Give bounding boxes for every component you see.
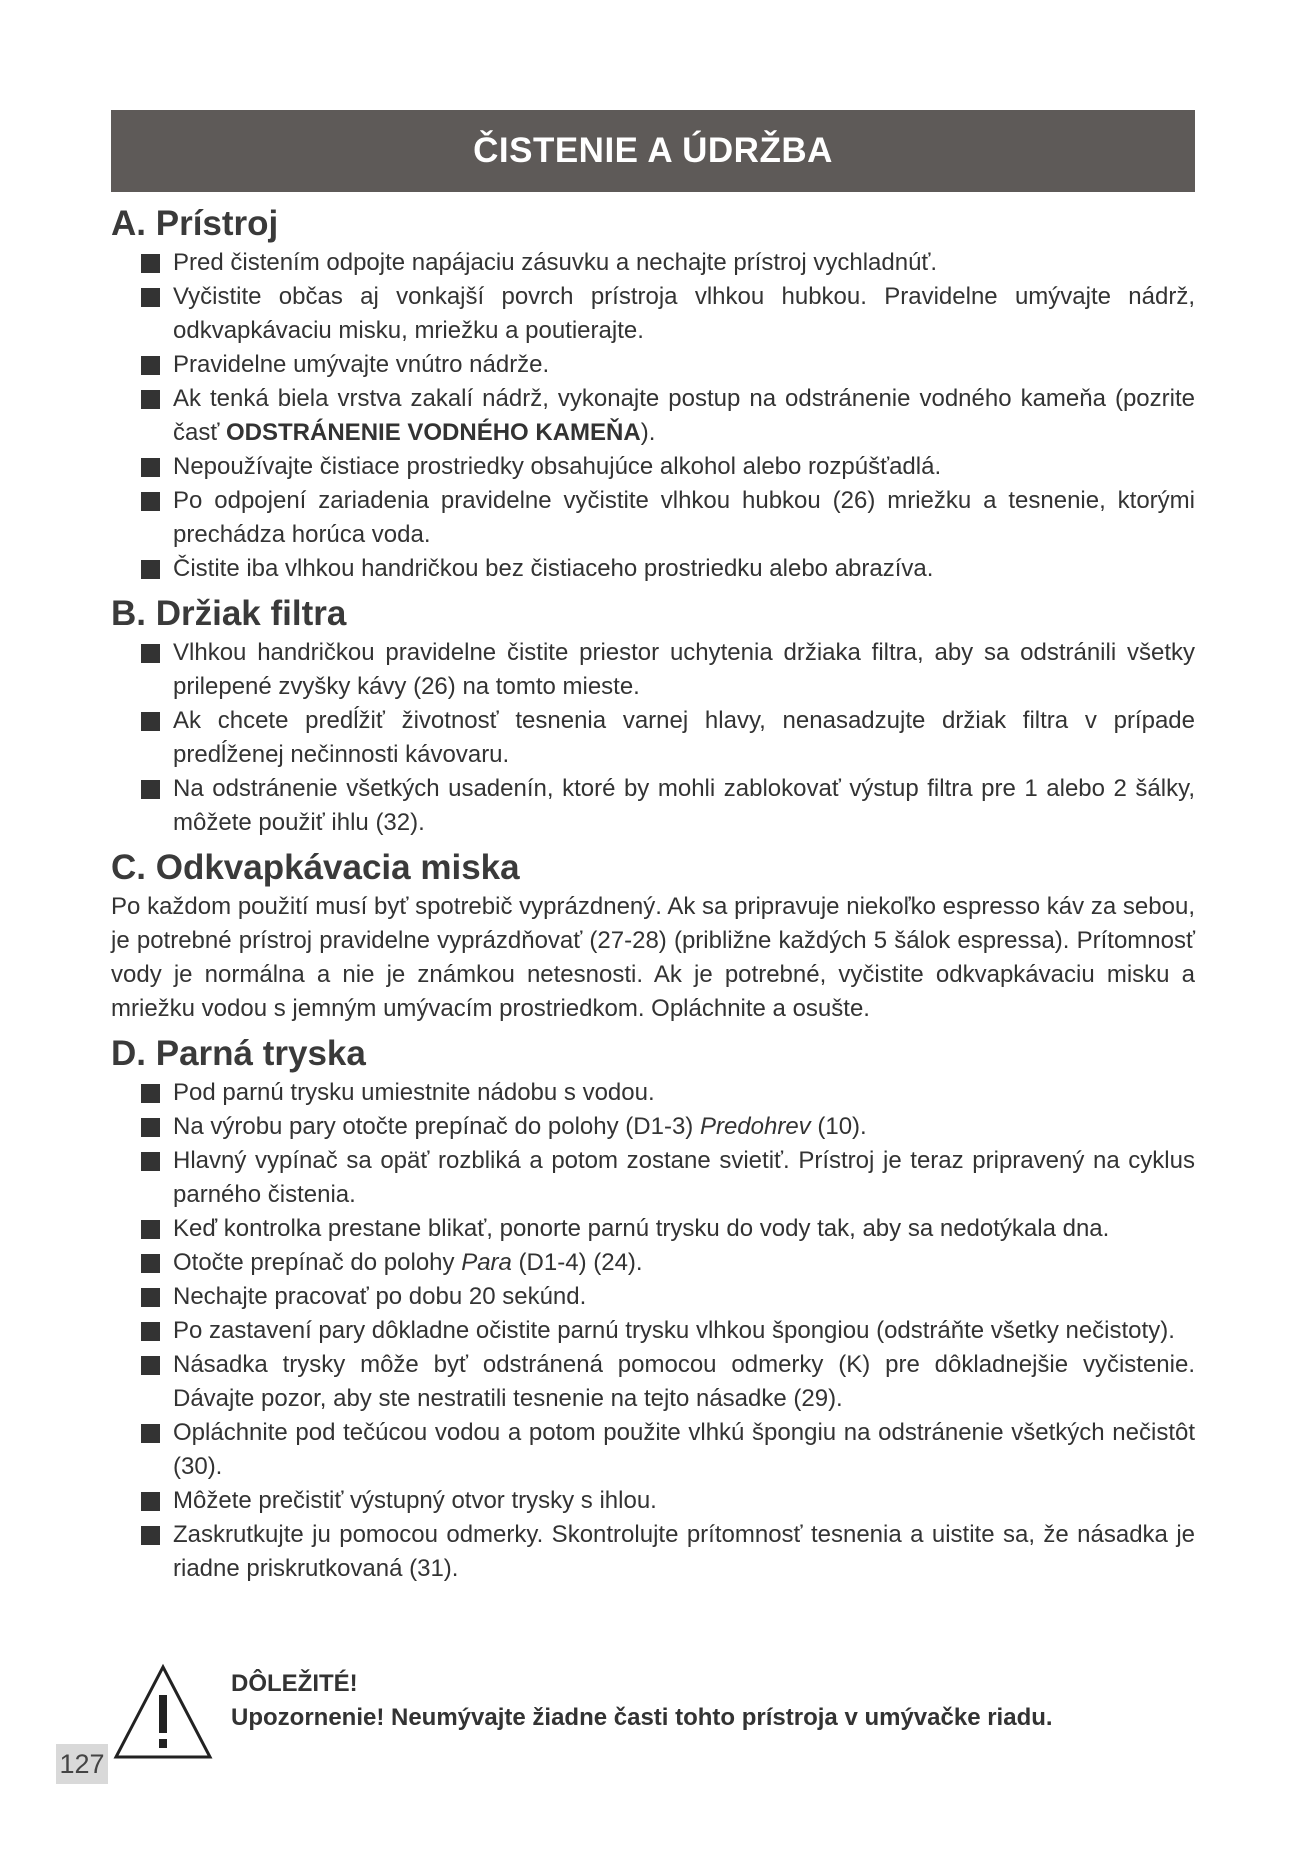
list-item	[141, 1144, 1195, 1212]
list-item-text: ).	[640, 419, 656, 446]
bullet-square-icon	[141, 780, 160, 799]
warning-triangle-icon	[113, 1663, 213, 1763]
list-item-text: Násadka trysky môže byť odstránená pomocou odmerky (K) pre dôkladnejšie vyčistenie. Dávajte pozor, aby ste nestratili tesnenie na tejto násadke (29).	[173, 1351, 1195, 1412]
section-b-list	[141, 636, 1195, 840]
list-item	[141, 552, 1195, 586]
section-a-list	[141, 246, 1195, 586]
warning-text-block	[231, 1667, 1053, 1735]
list-item-text: Otočte prepínač do polohy	[173, 1249, 462, 1276]
list-item	[141, 1076, 1195, 1110]
bullet-square-icon	[141, 1492, 160, 1511]
section-banner	[111, 110, 1195, 192]
bullet-square-icon	[141, 644, 160, 663]
list-item-text: (D1-4) (24).	[511, 1249, 643, 1276]
list-item	[141, 1212, 1195, 1246]
bullet-square-icon	[141, 1254, 160, 1273]
setting-name: Predohrev	[699, 1113, 811, 1140]
bullet-square-icon	[141, 1220, 160, 1239]
section-d	[111, 1032, 1195, 1586]
section-a	[111, 202, 1195, 586]
list-item-text: Pod parnú trysku umiestnite nádobu s vodou.	[173, 1079, 655, 1106]
list-item	[141, 382, 1195, 450]
list-item-text: Po odpojení zariadenia pravidelne vyčistite vlhkou hubkou (26) mriežku a tesnenie, ktorými prechádza horúca voda.	[173, 487, 1195, 548]
list-item	[141, 704, 1195, 772]
bullet-square-icon	[141, 492, 160, 511]
bullet-square-icon	[141, 560, 160, 579]
list-item	[141, 450, 1195, 484]
bullet-square-icon	[141, 1356, 160, 1375]
list-item-text: Vlhkou handričkou pravidelne čistite priestor uchytenia držiaka filtra, aby sa odstránili všetky prilepené zvyšky kávy (26) na tomto mieste.	[173, 639, 1195, 700]
section-b-title: B. Držiak filtra	[111, 594, 347, 633]
bullet-square-icon	[141, 1118, 160, 1137]
list-item	[141, 1348, 1195, 1416]
section-b	[111, 592, 1195, 840]
list-item	[141, 1280, 1195, 1314]
list-item-text: Vyčistite občas aj vonkajší povrch prístroja vlhkou hubkou. Pravidelne umývajte nádrž, odkvapkávaciu misku, mriežku a poutierajte.	[173, 283, 1195, 344]
page-number: 127	[56, 1744, 108, 1784]
list-item-text: Pred čistením odpojte napájaciu zásuvku a nechajte prístroj vychladnúť.	[173, 249, 938, 276]
list-item-text: Opláchnite pod tečúcou vodou a potom použite vlhkú špongiu na odstránenie všetkých nečistôt (30).	[173, 1419, 1195, 1480]
list-item	[141, 1314, 1195, 1348]
list-item-text: Zaskrutkujte ju pomocou odmerky. Skontrolujte prítomnosť tesnenia a uistite sa, že násadka je riadne priskrutkovaná (31).	[173, 1521, 1195, 1582]
bullet-square-icon	[141, 712, 160, 731]
list-item-text: Môžete prečistiť výstupný otvor trysky s ihlou.	[173, 1487, 657, 1514]
bullet-square-icon	[141, 288, 160, 307]
section-c	[111, 846, 1195, 1026]
list-item	[141, 484, 1195, 552]
bullet-square-icon	[141, 1526, 160, 1545]
cross-reference: ODSTRÁNENIE VODNÉHO KAMEŇA	[226, 419, 641, 446]
list-item-text: Ak tenká biela vrstva zakalí nádrž, vykonajte postup na odstránenie vodného kameňa (pozrite časť	[173, 385, 1195, 446]
list-item	[141, 1246, 1195, 1280]
list-item-text: Nepoužívajte čistiace prostriedky obsahujúce alkohol alebo rozpúšťadlá.	[173, 453, 942, 480]
bullet-square-icon	[141, 458, 160, 477]
main-content	[111, 202, 1195, 1592]
list-item-text: Čistite iba vlhkou handričkou bez čistiaceho prostriedku alebo abrazíva.	[173, 555, 934, 582]
list-item-text: Keď kontrolka prestane blikať, ponorte parnú trysku do vody tak, aby sa nedotýkala dna.	[173, 1215, 1110, 1242]
list-item-text: (10).	[810, 1113, 867, 1140]
list-item	[141, 636, 1195, 704]
banner-title: ČISTENIE A ÚDRŽBA	[473, 131, 833, 170]
bullet-square-icon	[141, 356, 160, 375]
list-item-text: Nechajte pracovať po dobu 20 sekúnd.	[173, 1283, 587, 1310]
bullet-square-icon	[141, 1424, 160, 1443]
list-item	[141, 1416, 1195, 1484]
list-item-text: Hlavný vypínač sa opäť rozbliká a potom zostane svietiť. Prístroj je teraz pripravený na cyklus parného čistenia.	[173, 1147, 1195, 1208]
warning-message: Upozornenie! Neumývajte žiadne časti tohto prístroja v umývačke riadu.	[231, 1704, 1053, 1731]
section-d-title: D. Parná tryska	[111, 1034, 366, 1073]
section-c-title: C. Odkvapkávacia miska	[111, 848, 520, 887]
bullet-square-icon	[141, 254, 160, 273]
list-item-text: Ak chcete predĺžiť životnosť tesnenia varnej hlavy, nenasadzujte držiak filtra v prípade predĺženej nečinnosti kávovaru.	[173, 707, 1195, 768]
bullet-square-icon	[141, 1152, 160, 1171]
warning-box	[113, 1663, 1197, 1763]
list-item	[141, 246, 1195, 280]
list-item-text: Po zastavení pary dôkladne očistite parnú trysku vlhkou špongiou (odstráňte všetky nečistoty).	[173, 1317, 1175, 1344]
list-item	[141, 772, 1195, 840]
bullet-square-icon	[141, 390, 160, 409]
list-item	[141, 1110, 1195, 1144]
section-a-title: A. Prístroj	[111, 204, 279, 243]
bullet-square-icon	[141, 1288, 160, 1307]
list-item	[141, 1518, 1195, 1586]
bullet-square-icon	[141, 1084, 160, 1103]
list-item	[141, 280, 1195, 348]
list-item	[141, 348, 1195, 382]
list-item-text: Na odstránenie všetkých usadenín, ktoré by mohli zablokovať výstup filtra pre 1 alebo 2 šálky, môžete použiť ihlu (32).	[173, 775, 1195, 836]
warning-title: DÔLEŽITÉ!	[231, 1670, 358, 1697]
list-item-text: Na výrobu pary otočte prepínač do polohy (D1-3)	[173, 1113, 700, 1140]
list-item	[141, 1484, 1195, 1518]
bullet-square-icon	[141, 1322, 160, 1341]
section-c-paragraph: Po každom použití musí byť spotrebič vyprázdnený. Ak sa pripravuje niekoľko espresso káv za sebou, je potrebné prístroj pravidelne vyprázdňovať (27-28) (približne každých 5 šálok espressa). Prítomnosť vody je normálna a nie je známkou netesnosti. Ak je potrebné, vyčistite odkvapkávaciu misku a mriežku vodou s jemným umývacím prostriedkom. Opláchnite a osušte.	[111, 893, 1195, 1022]
section-d-list	[141, 1076, 1195, 1586]
list-item-text: Pravidelne umývajte vnútro nádrže.	[173, 351, 550, 378]
setting-name: Para	[461, 1249, 512, 1276]
